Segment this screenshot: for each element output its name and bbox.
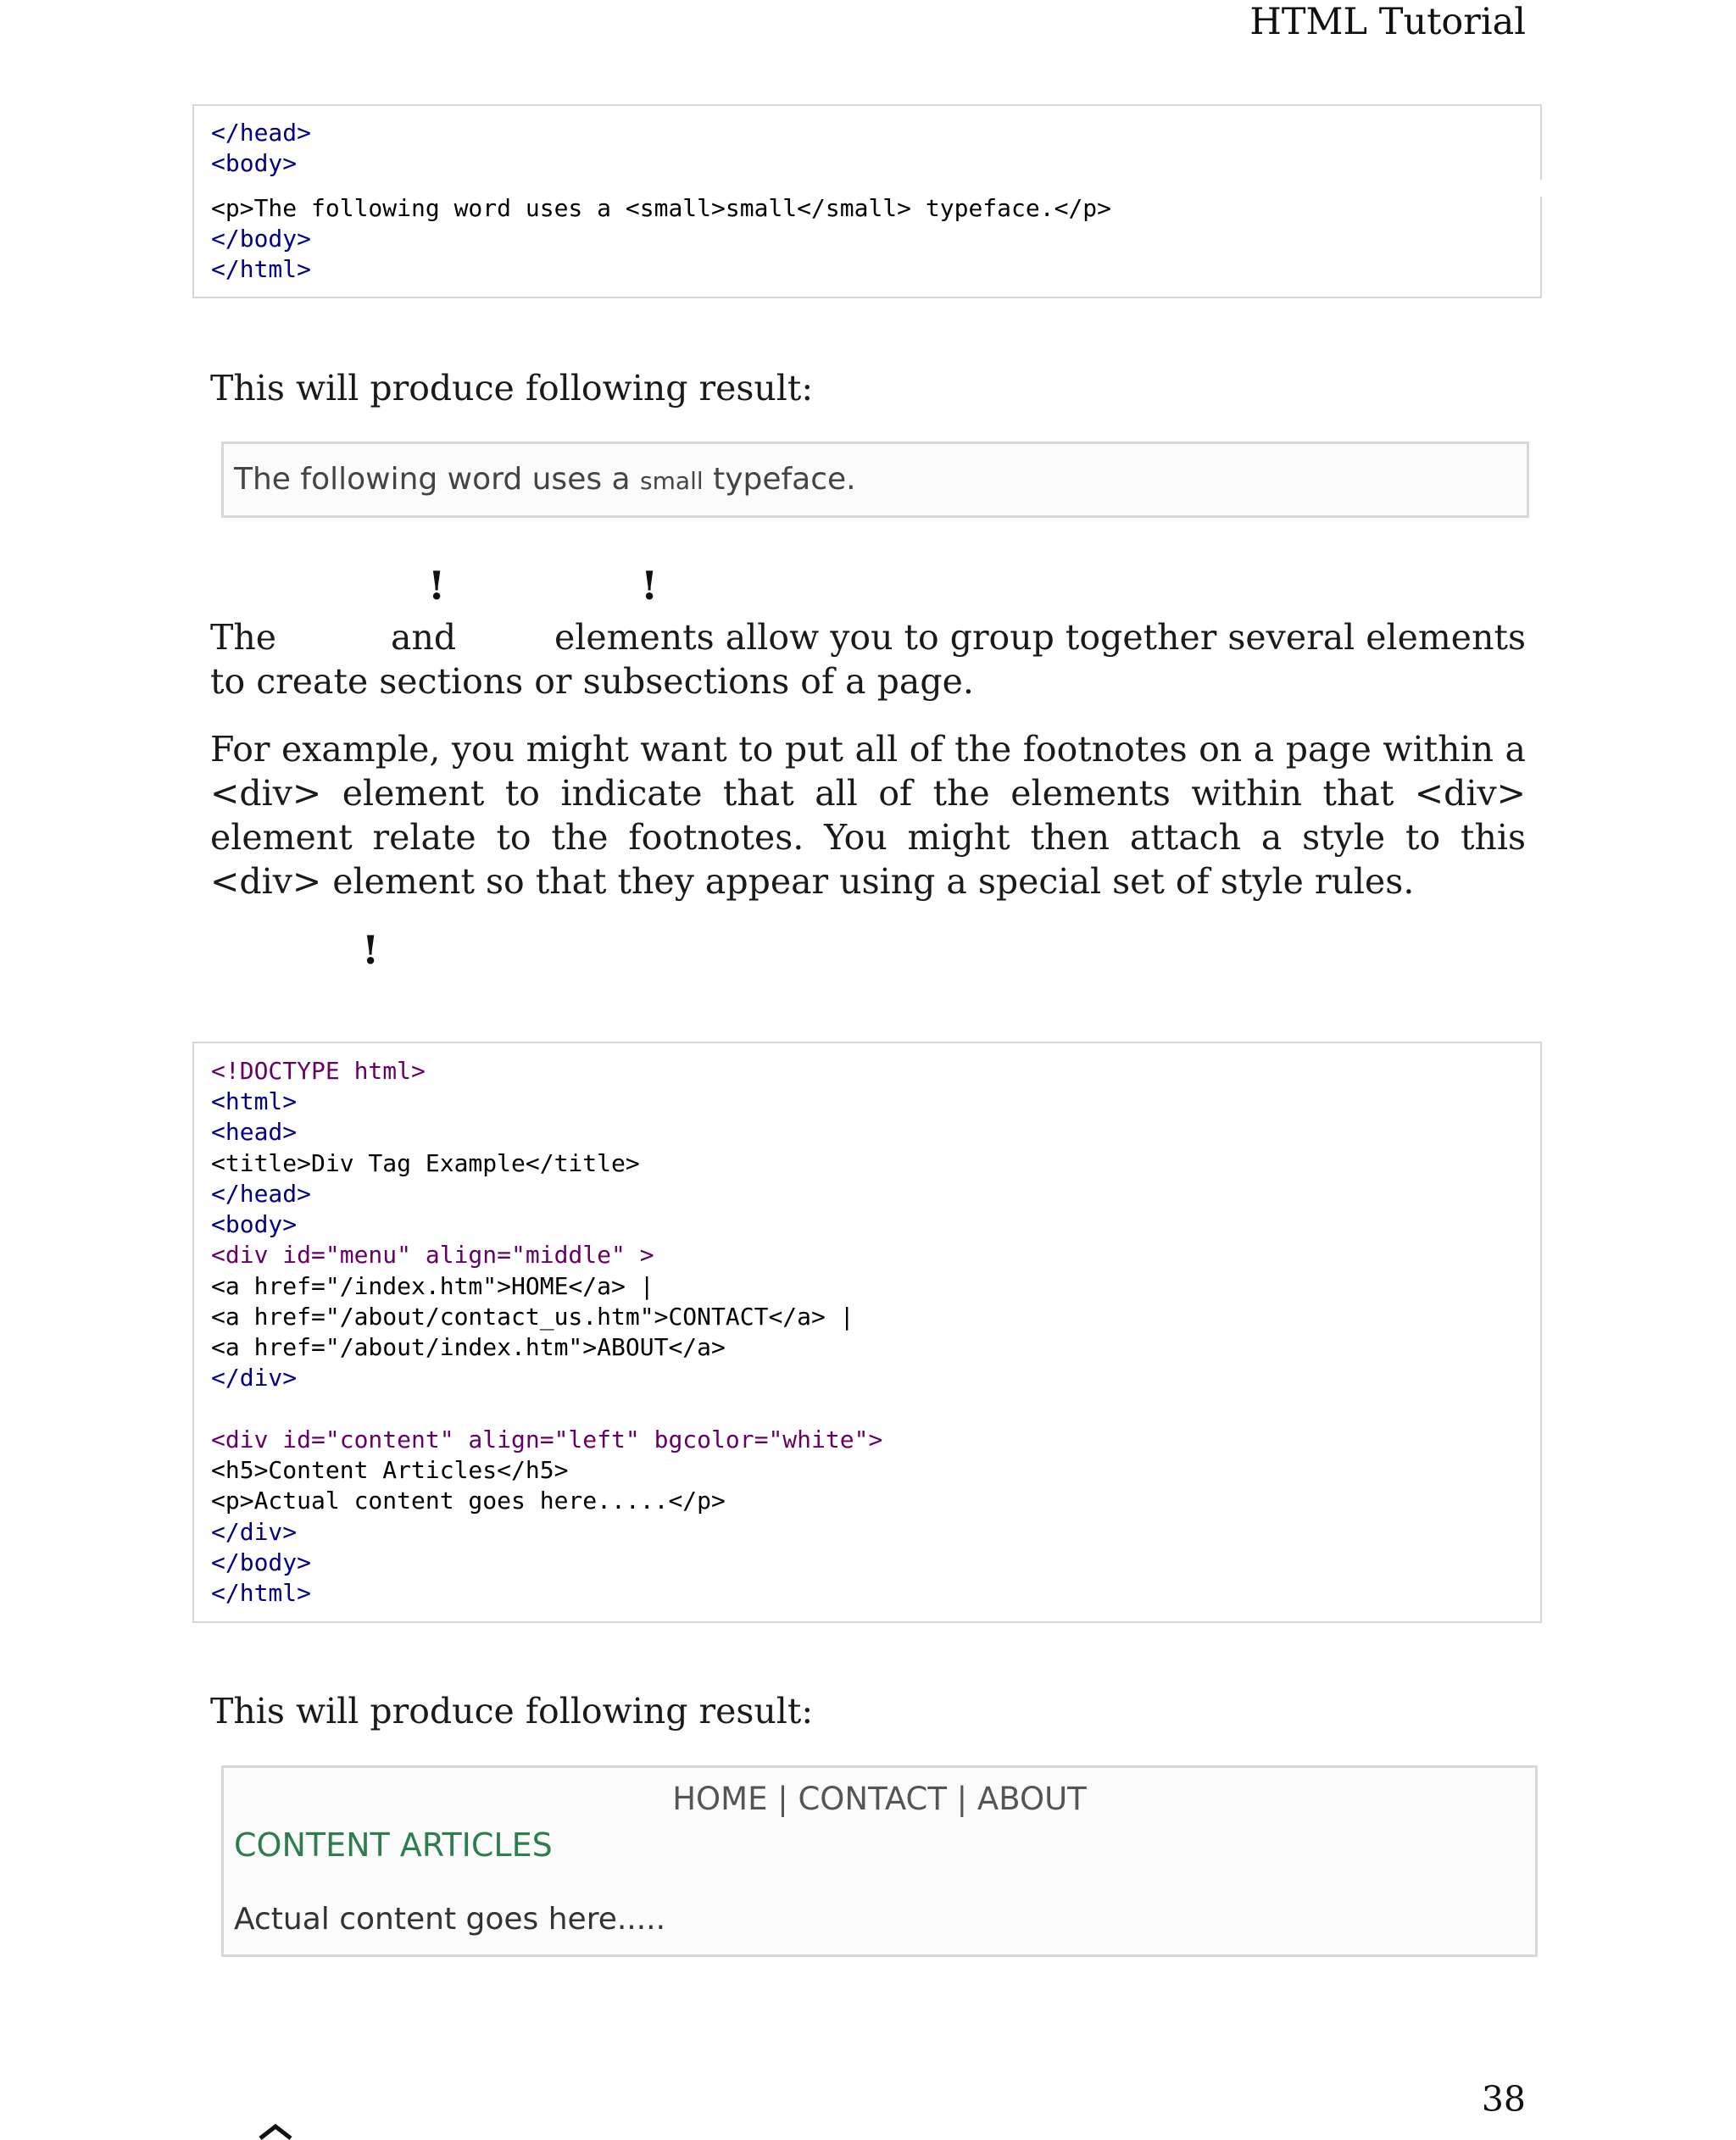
code-block-1 [192, 104, 1542, 298]
code-line [211, 1455, 568, 1486]
code-line-text: </html> [211, 1579, 312, 1607]
heading-mark: ! [641, 563, 659, 609]
code-line-text: </div> [211, 1518, 298, 1546]
result-box-2 [221, 1765, 1538, 1957]
code-line [211, 1240, 654, 1270]
code-line-text: </div> [211, 1364, 298, 1392]
code-line-text: <p>Actual content goes here.....</p> [211, 1487, 726, 1515]
code-line-text: <head> [211, 1118, 298, 1146]
code-line [211, 1425, 882, 1455]
intro-line-2: to create sections or subsections of a page. [210, 661, 974, 702]
result-1-before: The following word uses a [234, 462, 641, 497]
code-line [211, 1179, 311, 1209]
result-1-text [234, 459, 856, 502]
code-line [211, 118, 311, 148]
code-line [211, 1117, 297, 1148]
code-line [211, 148, 297, 179]
code-line-text: <a href="/index.htm">HOME</a> | [211, 1272, 654, 1300]
running-header: HTML Tutorial [1249, 1, 1526, 43]
code-line-text: <div id="menu" align="middle" > [211, 1241, 654, 1269]
code-line-text: <a href="/about/index.htm">ABOUT</a> [211, 1333, 726, 1361]
code-line-text: <body> [211, 149, 298, 177]
code-line-text: <p>The following word uses a <small>small</small> typeface.</p> [211, 194, 1112, 222]
code-line [211, 224, 311, 254]
intro-word-and: and [391, 617, 457, 658]
heading-mark: ! [362, 927, 380, 973]
code-line [211, 1578, 311, 1609]
result-box-1 [221, 442, 1529, 518]
page-gap [1536, 180, 1548, 197]
code-line [211, 1271, 654, 1302]
code-line-text: <div id="content" align="left" bgcolor="white"> [211, 1426, 883, 1454]
intro-word-the: The [210, 617, 277, 658]
div-explanation-paragraph: For example, you might want to put all of the footnotes on a page within a <div> element to indicate that all of the elements within that <div> element relate to the footnotes. You might then attach a style to this <div> element so that they appear using a special set of style rules. [210, 729, 1526, 902]
code-block-2 [192, 1042, 1542, 1623]
code-line-text: </html> [211, 255, 312, 283]
code-line-text: </body> [211, 1548, 312, 1576]
code-line [211, 1209, 297, 1240]
intro-line-1 [210, 615, 1526, 659]
intro-line-1-rest: elements allow you to group together several elements [554, 617, 1526, 658]
code-line-text: <a href="/about/contact_us.htm">CONTACT</a> | [211, 1303, 854, 1331]
result-1-after: typeface. [703, 462, 856, 497]
code-line-text: <h5>Content Articles</h5> [211, 1456, 569, 1484]
code-line [211, 1363, 297, 1393]
code-line-text: </body> [211, 225, 312, 253]
code-line-text: <title>Div Tag Example</title> [211, 1149, 640, 1177]
result-2-nav: HOME | CONTACT | ABOUT [672, 1781, 1087, 1817]
code-line [211, 1148, 640, 1179]
heading-mark: ! [428, 563, 446, 609]
code-line-text: <body> [211, 1210, 298, 1238]
result-2-heading: CONTENT ARTICLES [234, 1826, 553, 1864]
code-line [211, 1302, 854, 1332]
code-line [211, 1332, 726, 1363]
code-line [211, 1087, 297, 1117]
result-intro-1: This will produce following result: [210, 368, 814, 409]
code-line [211, 254, 311, 285]
caret-up-icon [257, 2123, 294, 2140]
code-line-text: <html> [211, 1087, 298, 1115]
page-number: 38 [1481, 2079, 1526, 2120]
result-1-small-word: small [640, 467, 704, 495]
code-line [211, 1486, 726, 1516]
code-line-text: </head> [211, 1180, 312, 1208]
code-line-text: <!DOCTYPE html> [211, 1057, 426, 1085]
result-intro-2: This will produce following result: [210, 1691, 814, 1731]
result-2-content: Actual content goes here..... [234, 1902, 666, 1937]
code-line [211, 1548, 311, 1578]
code-line [211, 1517, 297, 1548]
code-line-text: </head> [211, 119, 312, 147]
code-line [211, 193, 1111, 224]
code-line [211, 1056, 426, 1087]
